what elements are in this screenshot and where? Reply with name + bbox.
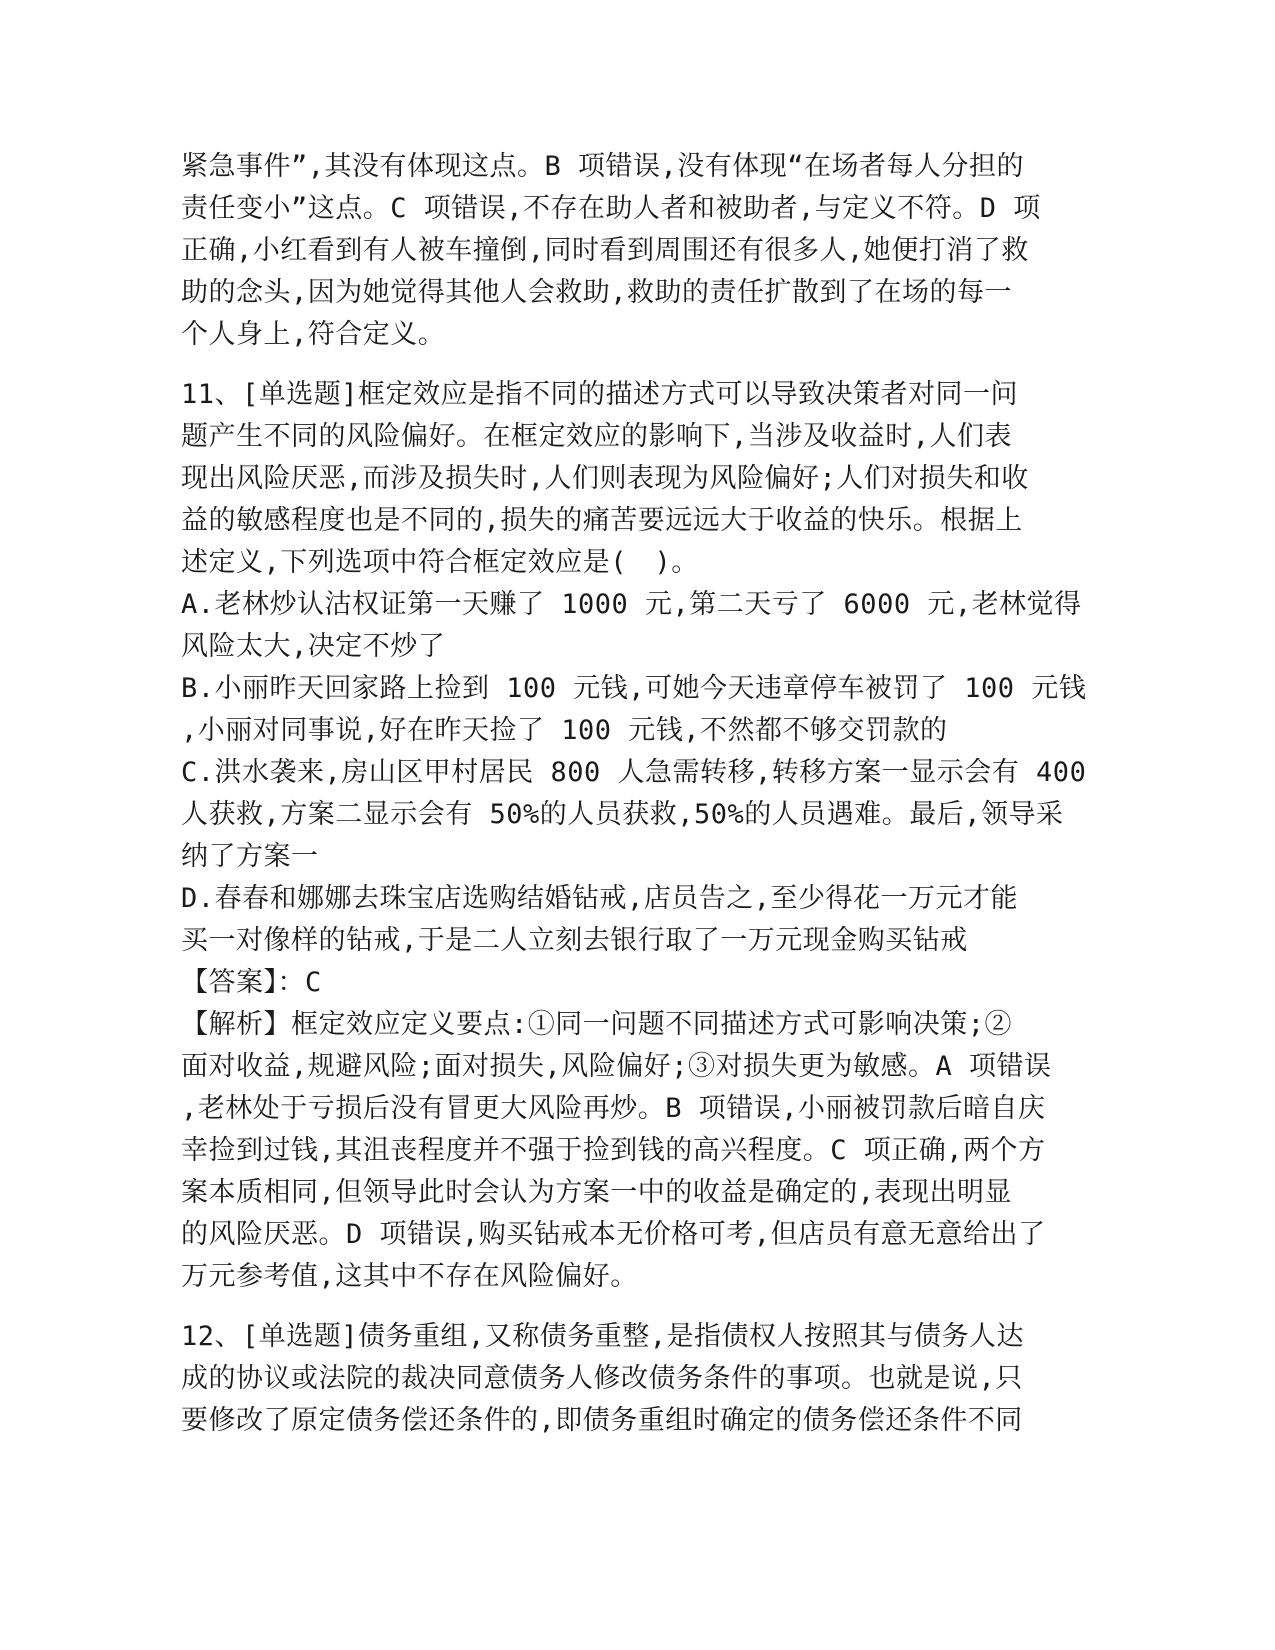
text-line: 成的协议或法院的裁决同意债务人修改债务条件的事项。也就是说,只	[181, 1363, 1023, 1394]
text-line: 正确,小红看到有人被车撞倒,同时看到周围还有很多人,她便打消了救	[181, 235, 1029, 266]
answer: 【答案】：C	[181, 967, 322, 998]
text-line: ,小丽对同事说,好在昨天捡了 100 元钱,不然都不够交罚款的	[181, 715, 948, 746]
text-line: 责任变小”这点。C 项错误,不存在助人者和被助者,与定义不符。D 项	[181, 193, 1041, 224]
question-12	[181, 1316, 1051, 1442]
text-line: 【解析】框定效应定义要点:①同一问题不同描述方式可影响决策;②	[181, 1009, 1013, 1040]
text-line: 要修改了原定债务偿还条件的,即债务重组时确定的债务偿还条件不同	[181, 1405, 1023, 1436]
text-line: 助的念头,因为她觉得其他人会救助,救助的责任扩散到了在场的每一	[181, 277, 1013, 308]
text-line: 人获救,方案二显示会有 50%的人员获救,50%的人员遇难。最后,领导采	[181, 799, 1064, 830]
text-line: B.小丽昨天回家路上捡到 100 元钱,可她今天违章停车被罚了 100 元钱	[181, 673, 1087, 704]
text-line: 个人身上,符合定义。	[181, 319, 446, 350]
option-a	[181, 584, 1082, 668]
text-line: 风险太大,决定不炒了	[181, 631, 446, 662]
option-d	[181, 878, 1051, 962]
text-line: 面对收益,规避风险;面对损失,风险偏好;③对损失更为敏感。A 项错误	[181, 1051, 1052, 1082]
question-stem	[181, 1316, 1051, 1442]
question-11	[181, 374, 1087, 1298]
text-line: 万元参考值,这其中不存在风险偏好。	[181, 1261, 638, 1292]
text-line: 现出风险厌恶,而涉及损失时,人们则表现为风险偏好;人们对损失和收	[181, 463, 1029, 494]
text-line: C.洪水袭来,房山区甲村居民 800 人急需转移,转移方案一显示会有 400	[181, 757, 1087, 788]
text-line: 买一对像样的钻戒,于是二人立刻去银行取了一万元现金购买钻戒	[181, 925, 968, 956]
paragraph-gap	[181, 1298, 1051, 1316]
text-line: 题产生不同的风险偏好。在框定效应的影响下,当涉及收益时,人们表	[181, 421, 1013, 452]
analysis	[181, 1004, 1051, 1298]
text-line: 述定义,下列选项中符合框定效应是( )。	[181, 547, 699, 578]
text-line: 幸捡到过钱,其沮丧程度并不强于捡到钱的高兴程度。C 项正确,两个方	[181, 1135, 1046, 1166]
paragraph-gap	[181, 356, 1051, 374]
option-b	[181, 668, 1087, 752]
text-line: 纳了方案一	[181, 841, 319, 872]
text-line: 益的敏感程度也是不同的,损失的痛苦要远远大于收益的快乐。根据上	[181, 505, 1023, 536]
text-line: ,老林处于亏损后没有冒更大风险再炒。B 项错误,小丽被罚款后暗自庆	[181, 1093, 1046, 1124]
text-line: 12、[单选题]债务重组,又称债务重整,是指债权人按照其与债务人达	[181, 1321, 1025, 1352]
text-line: 紧急事件”,其没有体现这点。B 项错误,没有体现“在场者每人分担的	[181, 151, 1025, 182]
text-line: 11、[单选题]框定效应是指不同的描述方式可以导致决策者对同一问	[181, 379, 1019, 410]
previous-analysis-block	[181, 146, 1051, 356]
text-line: 的风险厌恶。D 项错误,购买钻戒本无价格可考,但店员有意无意给出了	[181, 1219, 1046, 1250]
text-line: A.老林炒认沽权证第一天赚了 1000 元,第二天亏了 6000 元,老林觉得	[181, 589, 1082, 620]
text-line: D.春春和娜娜去珠宝店选购结婚钻戒,店员告之,至少得花一万元才能	[181, 883, 1019, 914]
document-page	[181, 146, 1087, 1442]
option-c	[181, 752, 1087, 878]
text-line: 案本质相同,但领导此时会认为方案一中的收益是确定的,表现出明显	[181, 1177, 1013, 1208]
question-stem	[181, 374, 1051, 584]
